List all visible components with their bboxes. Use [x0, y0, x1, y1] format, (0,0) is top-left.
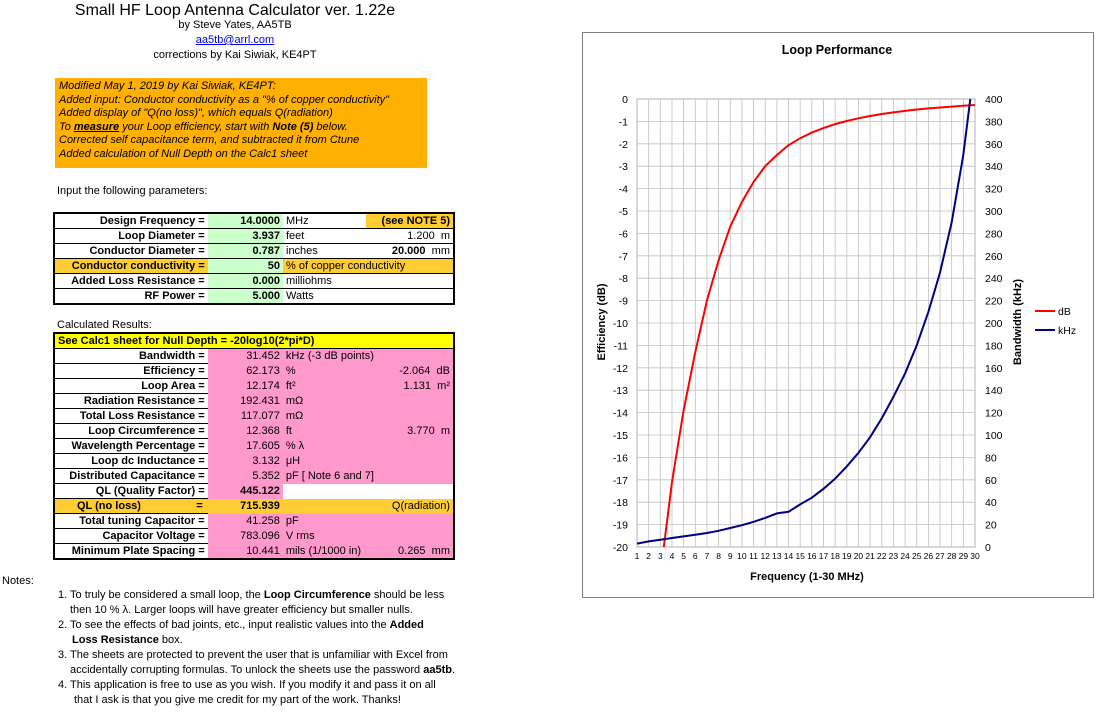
input-row-design-frequency	[54, 213, 454, 229]
x-tick-label: 28	[946, 551, 957, 561]
plate-spacing-alt-unit: mm	[431, 544, 450, 557]
y-tick-label: -14	[612, 407, 628, 420]
result-row	[54, 514, 454, 529]
cap-voltage-value: 783.096	[208, 529, 283, 544]
note-1-cont: then 10 % λ. Larger loops will have greater efficiency but smaller nulls.	[70, 604, 413, 616]
efficiency-db-unit: dB	[436, 365, 450, 377]
loop-circumference-alt	[367, 424, 454, 439]
dc-inductance-unit: μH	[283, 454, 454, 469]
note-3-cont	[58, 663, 528, 678]
x-tick-label: 17	[818, 551, 829, 561]
bandwidth-label: Bandwidth =	[54, 349, 208, 364]
modnote-line: Added input: Conductor conductivity as a "% of copper conductivity"	[59, 93, 390, 106]
loss-resistance-label: Added Loss Resistance =	[54, 274, 208, 289]
rf-power-input[interactable]: 5.000	[208, 289, 283, 305]
input-heading: Input the following parameters:	[57, 185, 208, 197]
y-tick-label: -1	[618, 116, 628, 129]
y2-tick-label: 60	[985, 474, 997, 487]
ql-noloss-eq: =	[196, 500, 203, 512]
loop-circumference-alt-value: 3.770	[407, 425, 435, 437]
input-row-loop-diameter	[54, 229, 454, 244]
x-tick-label: 27	[935, 551, 945, 561]
plate-spacing-alt	[367, 544, 454, 560]
note-text: should be less	[370, 589, 445, 601]
y-tick-label: -2	[618, 138, 628, 151]
y-tick-label: -10	[612, 318, 628, 330]
x-tick-label: 13	[772, 551, 782, 561]
conductor-diameter-input[interactable]: 0.787	[208, 244, 283, 259]
notes-heading: Notes:	[2, 575, 34, 587]
distributed-cap-value: 5.352	[208, 469, 283, 484]
total-loss-resistance-label: Total Loss Resistance =	[54, 409, 208, 424]
modnote-text: below.	[313, 120, 348, 133]
modnote-line: Added calculation of Null Depth on the Calc1 sheet	[59, 147, 308, 160]
input-row-rf-power	[54, 289, 454, 305]
legend-label-kHz: kHz	[1058, 325, 1077, 337]
loss-resistance-unit: milliohms	[283, 274, 454, 289]
result-row	[54, 394, 454, 409]
distributed-cap-unit-note	[283, 469, 454, 484]
loop-area-value: 12.174	[208, 379, 283, 394]
y-tick-label: 0	[622, 94, 628, 106]
wavelength-pct-value: 17.605	[208, 439, 283, 454]
y2-tick-label: 300	[985, 206, 1003, 218]
conductor-diameter-unit: inches	[283, 244, 366, 259]
y-tick-label: -17	[612, 474, 628, 487]
loop-diameter-alt-value: 1.200	[407, 230, 435, 242]
radiation-resistance-label: Radiation Resistance =	[54, 394, 208, 409]
result-row	[54, 499, 454, 514]
wavelength-pct-label: Wavelength Percentage =	[54, 439, 208, 454]
null-depth-row	[54, 333, 454, 349]
loop-circumference-label: Loop Circumference =	[54, 424, 208, 439]
y-tick-label: -5	[618, 206, 628, 218]
modnote-note5: Note (5)	[272, 120, 314, 133]
dc-inductance-label: Loop dc Inductance =	[54, 454, 208, 469]
x-tick-label: 22	[877, 551, 887, 561]
input-row-loss-resistance	[54, 274, 454, 289]
y2-tick-label: 200	[985, 318, 1003, 330]
design-frequency-unit: MHz	[283, 213, 366, 229]
x-tick-label: 23	[888, 551, 899, 561]
bandwidth-unit: kHz (-3 dB points)	[283, 349, 454, 364]
result-row	[54, 379, 454, 394]
result-row	[54, 544, 454, 560]
ql-noloss-label-cell	[54, 499, 208, 514]
input-table	[53, 212, 455, 305]
result-row	[54, 529, 454, 544]
tuning-cap-label: Total tuning Capacitor =	[54, 514, 208, 529]
app-title: Small HF Loop Antenna Calculator ver. 1.22e	[74, 2, 396, 19]
x-tick-label: 10	[737, 551, 747, 561]
ql-value: 445.122	[208, 484, 283, 499]
note-text: box.	[158, 634, 183, 646]
y2-tick-label: 140	[985, 385, 1003, 398]
x-tick-label: 11	[749, 551, 758, 561]
y2-tick-label: 260	[985, 250, 1003, 263]
modnote-line: Corrected self capacitance term, and subtracted it from Ctune	[59, 134, 360, 146]
x-tick-label: 3	[657, 551, 663, 561]
note-bold: Loop Circumference	[263, 589, 371, 601]
chart-title: Loop Performance	[781, 43, 893, 57]
plate-spacing-label: Minimum Plate Spacing =	[71, 545, 205, 557]
result-row	[54, 469, 454, 484]
y-tick-label: -8	[618, 273, 628, 286]
y2-tick-label: 240	[985, 273, 1003, 286]
loss-resistance-input[interactable]: 0.000	[208, 274, 283, 289]
cap-voltage-unit: V rms	[283, 529, 454, 544]
plate-spacing-value: 10.441	[208, 544, 283, 560]
results-heading: Calculated Results:	[57, 319, 152, 331]
total-loss-resistance-unit: mΩ	[283, 409, 454, 424]
radiation-resistance-unit: mΩ	[283, 394, 454, 409]
author-line: by Steve Yates, AA5TB	[178, 19, 292, 31]
loop-diameter-alt-unit: m	[440, 230, 450, 242]
note-text: 2. To see the effects of bad joints, etc., input realistic values into the	[58, 619, 390, 631]
efficiency-unit: %	[283, 364, 367, 379]
x-tick-label: 29	[958, 551, 969, 561]
chart-ylabel: Efficiency (dB)	[596, 283, 608, 361]
y-tick-label: -6	[618, 228, 628, 241]
conductivity-input[interactable]: 50	[208, 259, 283, 274]
x-tick-label: 14	[783, 551, 794, 561]
efficiency-label: Efficiency =	[54, 364, 208, 379]
email-link-row	[0, 34, 470, 46]
x-tick-label: 26	[923, 551, 934, 561]
input-row-conductivity	[54, 259, 454, 274]
modnote-line: Modified May 1, 2019 by Kai Siwiak, KE4PT:	[59, 80, 276, 92]
note-4: 4. This application is free to use as you wish. If you modify it and pass it on all	[58, 679, 436, 691]
y2-tick-label: 100	[985, 430, 1003, 442]
bandwidth-value: 31.452	[208, 349, 283, 364]
loop-circumference-value: 12.368	[208, 424, 283, 439]
modnote-line	[59, 121, 423, 135]
note-bold: aa5tb	[423, 664, 452, 676]
note-bold: Added	[389, 619, 424, 631]
corrections-line: corrections by Kai Siwiak, KE4PT	[153, 49, 317, 61]
ql-noloss-value: 715.939	[208, 499, 283, 514]
y2-tick-label: 340	[985, 161, 1003, 174]
x-tick-label: 7	[704, 551, 710, 561]
x-tick-label: 30	[970, 551, 980, 561]
y2-tick-label: 120	[985, 407, 1003, 420]
y2-tick-label: 360	[985, 138, 1003, 151]
note-bold: Loss Resistance	[72, 634, 159, 646]
distributed-cap-label: Distributed Capacitance =	[54, 469, 208, 484]
note-4-cont: that I ask is that you give me credit for my part of the work. Thanks!	[74, 694, 401, 706]
y-tick-label: -13	[612, 385, 628, 398]
modnote-line: Added display of "Q(no loss)", which equals Q(radiation)	[59, 107, 333, 119]
loop-diameter-alt	[366, 229, 454, 244]
x-tick-label: 18	[830, 551, 840, 561]
x-tick-label: 5	[681, 551, 686, 561]
conductor-diameter-label: Conductor Diameter =	[54, 244, 208, 259]
y-tick-label: -19	[612, 519, 628, 532]
ql-noloss-note: Q(radiation)	[283, 499, 454, 514]
loop-area-alt-unit: m²	[437, 380, 450, 392]
note-text: accidentally corrupting formulas. To unlock the sheets use the password	[70, 664, 424, 676]
result-row	[54, 364, 454, 379]
y-tick-label: -9	[618, 295, 628, 308]
y-tick-label: -4	[618, 183, 628, 196]
rf-power-unit: Watts	[286, 290, 314, 302]
null-depth-note: See Calc1 sheet for Null Depth = -20log10(2*pi*D)	[54, 333, 454, 349]
y-tick-label: -15	[612, 430, 628, 442]
dc-inductance-value: 3.132	[208, 454, 283, 469]
loop-circumference-alt-unit: m	[440, 425, 450, 437]
y-tick-label: -18	[612, 497, 628, 510]
note-2-cont	[58, 633, 528, 648]
chart-y2label: Bandwidth (kHz)	[1012, 278, 1024, 366]
conductor-diameter-alt-value: 20.000	[391, 245, 426, 257]
x-tick-label: 2	[646, 551, 652, 561]
y2-tick-label: 320	[985, 183, 1003, 196]
chart-legend	[1035, 306, 1076, 337]
conductor-diameter-alt	[366, 244, 454, 259]
loop-circumference-unit: ft	[283, 424, 367, 439]
result-row	[54, 484, 454, 499]
y2-tick-label: 160	[985, 362, 1003, 375]
conductivity-unit: % of copper conductivity	[283, 259, 454, 274]
conductor-diameter-alt-unit: mm	[431, 245, 450, 257]
x-tick-label: 16	[807, 551, 817, 561]
design-frequency-input[interactable]: 14.0000	[208, 213, 283, 229]
note-text: .	[451, 664, 456, 676]
design-frequency-label: Design Frequency =	[54, 213, 208, 229]
wavelength-pct-unit: % λ	[283, 439, 454, 454]
x-tick-label: 15	[795, 551, 805, 561]
x-tick-label: 9	[727, 551, 733, 561]
rf-power-label: RF Power =	[144, 290, 205, 302]
chart-svg	[583, 33, 1093, 597]
y2-tick-label: 0	[985, 542, 991, 554]
y-tick-label: -20	[612, 542, 628, 554]
y-tick-label: -16	[612, 452, 628, 465]
plate-spacing-unit: mils (1/1000 in)	[283, 544, 367, 560]
loop-area-unit: ft²	[283, 379, 367, 394]
loop-area-label: Loop Area =	[54, 379, 208, 394]
loop-performance-chart[interactable]	[582, 32, 1094, 598]
result-row	[54, 439, 454, 454]
x-tick-label: 19	[842, 551, 852, 561]
x-tick-label: 21	[865, 551, 875, 561]
y2-tick-label: 180	[985, 340, 1003, 353]
y2-tick-label: 220	[985, 295, 1003, 308]
result-row	[54, 454, 454, 469]
y-tick-label: -7	[618, 250, 628, 263]
radiation-resistance-value: 192.431	[208, 394, 283, 409]
y2-tick-label: 380	[985, 116, 1003, 129]
loop-diameter-label: Loop Diameter =	[54, 229, 208, 244]
conductivity-label: Conductor conductivity =	[54, 259, 208, 274]
modification-note	[55, 78, 427, 168]
efficiency-value: 62.173	[208, 364, 283, 379]
y2-tick-label: 40	[985, 497, 997, 510]
loop-area-alt-value: 1.131	[403, 380, 432, 392]
y2-tick-label: 80	[985, 452, 997, 465]
y2-tick-label: 20	[985, 519, 997, 532]
ql-noloss-label: QL (no loss)	[77, 500, 141, 512]
tuning-cap-value: 41.258	[208, 514, 283, 529]
see-note5-badge: (see NOTE 5)	[366, 213, 454, 229]
x-tick-label: 25	[911, 551, 922, 561]
y-tick-label: -11	[613, 340, 628, 353]
y2-tick-label: 400	[985, 94, 1003, 106]
modnote-text: To	[59, 120, 74, 133]
result-row	[54, 424, 454, 439]
x-tick-label: 8	[716, 551, 721, 561]
legend-label-dB: dB	[1058, 306, 1071, 318]
result-row	[54, 349, 454, 364]
y-tick-label: -3	[618, 161, 628, 174]
result-row	[54, 409, 454, 424]
total-loss-resistance-value: 117.077	[208, 409, 283, 424]
x-tick-label: 1	[634, 551, 640, 561]
chart-xlabel: Frequency (1-30 MHz)	[750, 571, 864, 583]
email-link[interactable]: aa5tb@arrl.com	[195, 34, 275, 46]
x-tick-label: 12	[760, 551, 770, 561]
ql-label: QL (Quality Factor) =	[54, 484, 208, 499]
modnote-text: your Loop efficiency, start with	[119, 120, 273, 133]
note-3: 3. The sheets are protected to prevent the user that is unfamiliar with Excel from	[58, 649, 448, 661]
y2-tick-label: 280	[985, 228, 1003, 241]
efficiency-db-value: -2.064	[399, 365, 431, 377]
input-row-conductor-diameter	[54, 244, 454, 259]
loop-diameter-unit: feet	[283, 229, 366, 244]
note-text: 1. To truly be considered a small loop, the	[58, 589, 264, 601]
x-tick-label: 6	[692, 551, 698, 561]
x-tick-label: 24	[900, 551, 910, 561]
results-table	[53, 332, 455, 560]
modnote-measure: measure	[73, 120, 120, 133]
cap-voltage-label: Capacitor Voltage =	[54, 529, 208, 544]
x-tick-label: 4	[669, 551, 675, 561]
distributed-cap-note: [ Note 6 and 7]	[301, 470, 374, 482]
loop-area-alt	[367, 379, 454, 394]
note-2	[58, 618, 528, 633]
note-1	[58, 588, 528, 603]
x-tick-label: 20	[853, 551, 864, 561]
notes-list	[58, 588, 528, 708]
plate-spacing-alt-value: 0.265	[398, 544, 426, 557]
loop-diameter-input[interactable]: 3.937	[208, 229, 283, 244]
tuning-cap-unit: pF	[283, 514, 454, 529]
distributed-cap-unit: pF	[285, 470, 299, 482]
y-tick-label: -12	[612, 362, 628, 375]
efficiency-alt	[367, 364, 454, 379]
